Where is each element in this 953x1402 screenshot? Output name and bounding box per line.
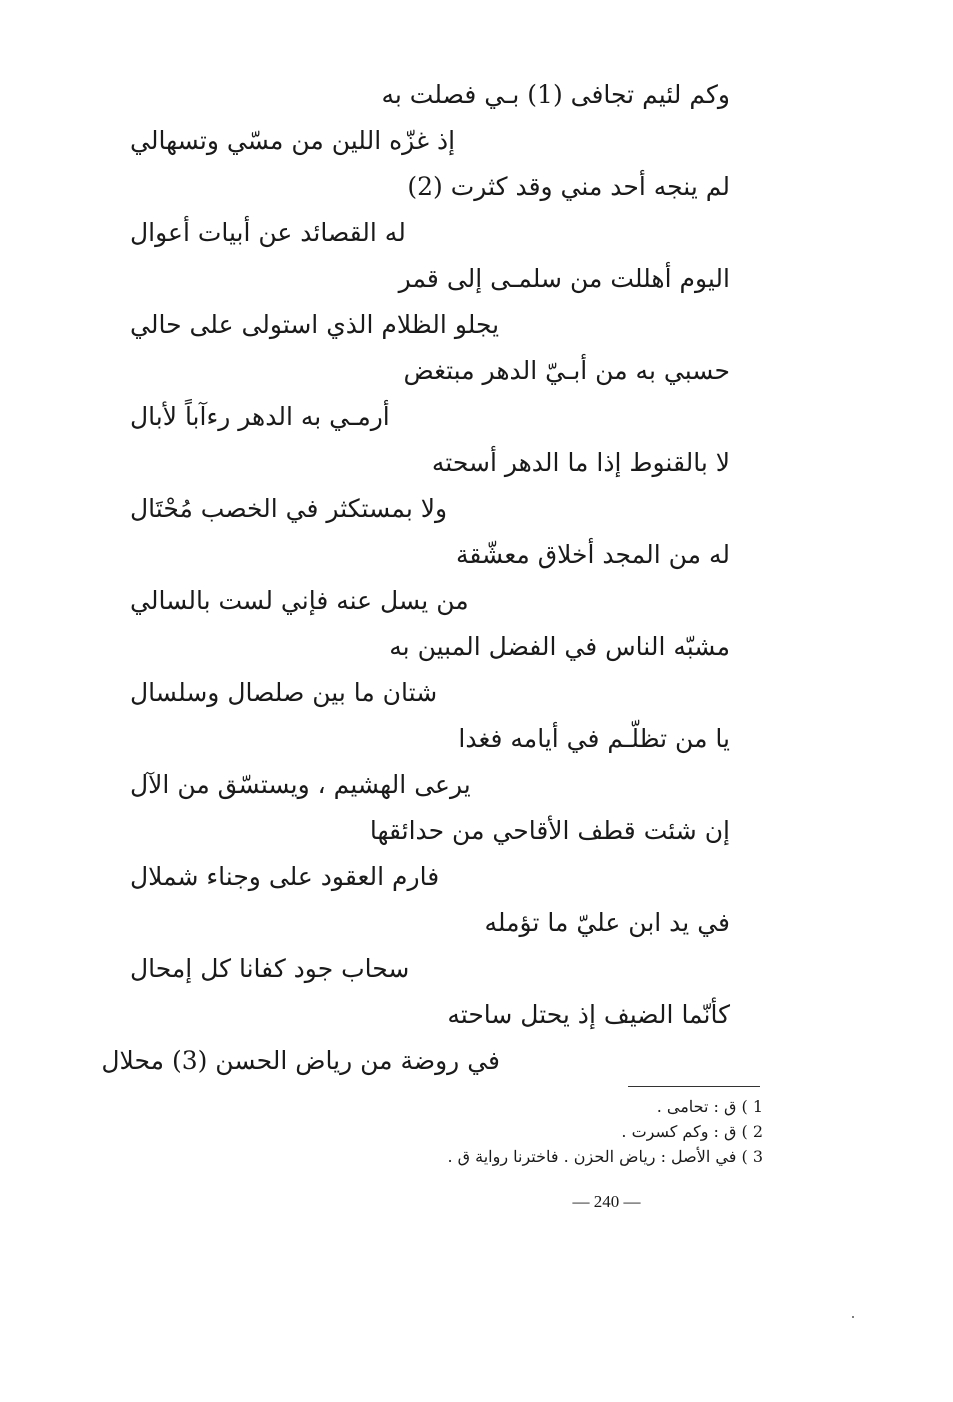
verse-7-second-hemistich: شتان ما بين صلصال وسلسال bbox=[130, 678, 438, 707]
verse-9-second-hemistich: فارم العقود على وجناء شملال bbox=[130, 862, 440, 891]
verse-3-first-hemistich: اليوم أهللت من سلمـى إلى قمر bbox=[398, 264, 730, 293]
verse-5-second-hemistich: ولا بمستكثر في الخصب مُحْتَال bbox=[130, 494, 448, 523]
footnote-1: 1 ) ق : تحامى . bbox=[656, 1097, 763, 1116]
verse-10-first-hemistich: في يد ابن عليّ ما تؤمله bbox=[484, 908, 730, 937]
poem-body bbox=[101, 72, 730, 1084]
verse-11-first-hemistich: كأنّما الضيف إذ يحتل ساحته bbox=[447, 1000, 730, 1029]
verse-9-first-hemistich: إن شئت قطف الأقاحي من حدائقها bbox=[369, 816, 730, 845]
verse-4-second-hemistich: أرمـي به الدهر رءآباً لأبال bbox=[130, 402, 390, 431]
verse-8-first-hemistich: يا من تظلّـم في أيامه فغدا bbox=[458, 724, 730, 753]
verse-6-first-hemistich: له من المجد أخلاق معشّقة bbox=[455, 540, 730, 569]
verse-5-first-hemistich: لا بالقنوط إذا ما الدهر أسحته bbox=[431, 448, 730, 477]
verse-2-first-hemistich: لم ينجه أحد مني وقد كثرت (2) bbox=[407, 172, 730, 201]
verse-1-second-hemistich: إذ غزّه اللين من مسّي وتسهالي bbox=[130, 126, 456, 155]
verse-4-first-hemistich: حسبي به من أبـيّ الدهر مبتغض bbox=[403, 356, 730, 385]
footnote-3: 3 ) في الأصل : رياض الحزن . فاخترنا رواية ق . bbox=[447, 1147, 763, 1166]
page-number bbox=[0, 1192, 953, 1212]
verse-6-second-hemistich: من يسل عنه فإني لست بالسالي bbox=[130, 586, 469, 615]
verse-11-second-hemistich: في روضة من رياض الحسن (3) محلال bbox=[101, 1046, 500, 1075]
footnote-divider bbox=[628, 1086, 760, 1087]
footnote-2: 2 ) ق : وكم كسرت . bbox=[621, 1122, 763, 1141]
verse-10-second-hemistich: سحاب جود كفانا كل إمحال bbox=[130, 954, 410, 983]
verse-7-first-hemistich: مشبّه الناس في الفضل المبين به bbox=[389, 632, 730, 661]
verse-3-second-hemistich: يجلو الظلام الذي استولى على حالي bbox=[130, 310, 500, 339]
page-number-text: — 240 — bbox=[572, 1192, 641, 1211]
verse-8-second-hemistich: يرعى الهشيم ، ويستسّق من الآل bbox=[130, 770, 471, 799]
verse-2-second-hemistich: له القصائد عن أبيات أعوال bbox=[130, 218, 406, 247]
scan-speck bbox=[852, 1316, 854, 1318]
footnotes bbox=[343, 1094, 763, 1169]
verse-1-first-hemistich: وكم لئيم تجافى (1) بـي فصلت به bbox=[381, 80, 730, 109]
